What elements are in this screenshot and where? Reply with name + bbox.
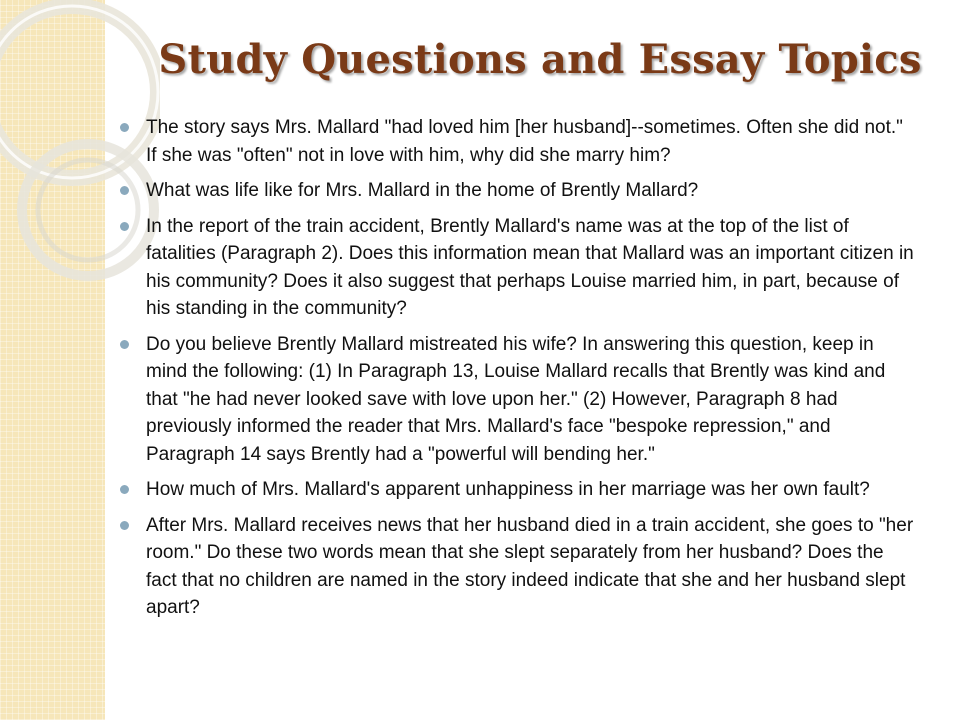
bullet-item	[118, 476, 918, 504]
bullet-item	[118, 331, 918, 469]
bullet-text: After Mrs. Mallard receives news that her husband died in a train accident, she goes to "her room." Do these two words mean that she slept separately from her husband? Does the fact that no children are named in the story indeed indicate that she and her husband slept apart?	[146, 514, 914, 618]
bullet-dot-icon	[120, 340, 129, 349]
bullet-text: In the report of the train accident, Brently Mallard's name was at the top of the list of fatalities (Paragraph 2). Does this information mean that Mallard was an important citizen in his community? Does it also suggest that perhaps Louise married him, in part, because of his standing in the community?	[146, 215, 914, 319]
bullet-dot-icon	[120, 186, 129, 195]
bullet-item	[118, 512, 918, 622]
bullet-text: Do you believe Brently Mallard mistreated his wife? In answering this question, keep in mind the following: (1) In Paragraph 13, Louise Mallard recalls that Brently was kind and that "he had never looked save with love upon her." (2) However, Paragraph 8 had previously informed the reader that Mrs. Mallard's face "bespoke repression," and Paragraph 14 says Brently had a "powerful will bending her."	[146, 333, 886, 465]
bullet-dot-icon	[120, 485, 129, 494]
bullet-text: How much of Mrs. Mallard's apparent unhappiness in her marriage was her own fault?	[146, 479, 870, 500]
bullet-dot-icon	[120, 521, 129, 530]
bullet-dot-icon	[120, 123, 129, 132]
slide-title: Study Questions and Essay Topics	[158, 36, 922, 83]
bullet-text: What was life like for Mrs. Mallard in the home of Brently Mallard?	[146, 180, 699, 201]
bullet-item	[118, 177, 918, 205]
bullet-dot-icon	[120, 222, 129, 231]
bullet-item	[118, 114, 918, 169]
bullet-text: The story says Mrs. Mallard "had loved him [her husband]--sometimes. Often she did not." If she was "often" not in love with him, why did she marry him?	[146, 117, 903, 166]
bullet-list	[118, 114, 918, 630]
bullet-item	[118, 213, 918, 323]
